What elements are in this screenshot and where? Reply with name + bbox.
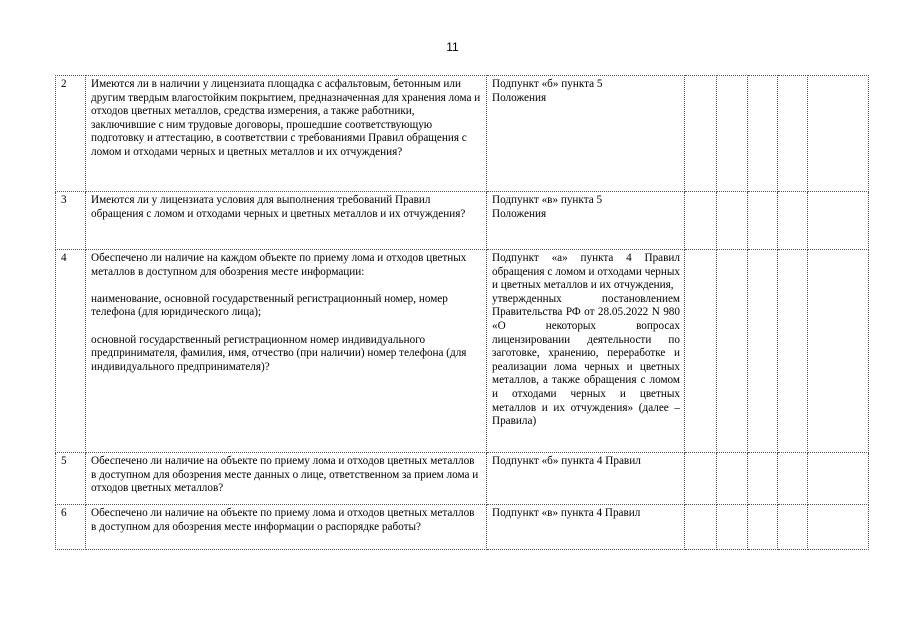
answer-cell[interactable] (717, 192, 748, 250)
reference-cell (487, 76, 685, 192)
table-row (56, 453, 869, 505)
question-text: наименование, основной государственный регистрационный номер, номер телефона (для юридического лица); (91, 292, 448, 319)
row-number: 3 (56, 192, 86, 250)
question-text: Имеются ли у лицензиата условия для выполнения требований Правил обращения с ломом и отходами черных и цветных металлов и их отчуждения? (91, 194, 466, 220)
question-cell (86, 453, 487, 505)
note-cell[interactable] (808, 505, 869, 550)
answer-cell[interactable] (748, 250, 778, 453)
row-number: 6 (56, 505, 86, 550)
answer-cell[interactable] (717, 505, 748, 550)
page-number: 11 (446, 40, 459, 54)
reference-text: утвержденных постановлением Правительства РФ от 28.05.2022 N 980 «О некоторых вопросах лицензировании деятельности по заготовке, хранению, переработке и реализации лома черных и цветных металлов, а также обращения с ломом и отходами черных и цветных металлов и их отчуждения» (далее –Правила) (492, 292, 680, 428)
reference-text: Подпункт «б» пункта 4 Правил (492, 455, 641, 467)
answer-cell[interactable] (778, 76, 808, 192)
answer-cell[interactable] (685, 76, 717, 192)
question-text: Обеспечено ли наличие на объекте по приему лома и отходов цветных металлов в доступном для обозрения месте данных о лице, ответственном за прием лома и отходов цветных металлов? (91, 455, 479, 495)
answer-cell[interactable] (778, 505, 808, 550)
question-cell (86, 192, 487, 250)
answer-cell[interactable] (685, 505, 717, 550)
table-row (56, 76, 869, 192)
reference-cell (487, 453, 685, 505)
answer-cell[interactable] (778, 453, 808, 505)
question-cell (86, 250, 487, 453)
checklist-table (55, 75, 869, 550)
question-cell (86, 76, 487, 192)
row-number: 5 (56, 453, 86, 505)
reference-cell (487, 250, 685, 453)
table-row (56, 505, 869, 550)
reference-text: Подпункт «а» пункта 4 Правил обращения с ломом и отходами черных и цветных металлов и их отчуждения, (492, 252, 680, 292)
question-text: Имеются ли в наличии у лицензиата площадка с асфальтовым, бетонным или другим твердым влагостойким покрытием, предназначенная для хранения лома и отходов цветных металлов, средства измерения, а также работники, заключившие с ним трудовые договоры, прошедшие соответствующую подготовку и аттестацию, в соответствии с требованиями Правил обращения с ломом и отходами черных и цветных металлов и их отчуждения? (91, 78, 481, 158)
reference-text: Подпункт «в» пункта 5 (492, 194, 603, 206)
answer-cell[interactable] (748, 505, 778, 550)
note-cell[interactable] (808, 250, 869, 453)
question-text: Обеспечено ли наличие на каждом объекте по приему лома и отходов цветных металлов в доступном для обозрения месте информации: (91, 252, 467, 278)
row-number: 2 (56, 76, 86, 192)
answer-cell[interactable] (778, 250, 808, 453)
question-text: Обеспечено ли наличие на объекте по приему лома и отходов цветных металлов в доступном для обозрения месте информации о распорядке работы? (91, 507, 475, 533)
answer-cell[interactable] (748, 453, 778, 505)
table-row (56, 250, 869, 453)
answer-cell[interactable] (778, 192, 808, 250)
reference-text: Положения (492, 207, 547, 220)
table-row (56, 192, 869, 250)
answer-cell[interactable] (748, 76, 778, 192)
note-cell[interactable] (808, 76, 869, 192)
answer-cell[interactable] (717, 76, 748, 192)
question-text: основной государственный регистрационном номер индивидуального предпринимателя, фамилия, имя, отчество (при наличии) номер телефона (для индивидуального предпринимателя)? (91, 333, 467, 373)
reference-cell (487, 192, 685, 250)
answer-cell[interactable] (685, 192, 717, 250)
reference-text: Положения (492, 91, 547, 104)
reference-text: Подпункт «в» пункта 4 Правил (492, 507, 641, 519)
note-cell[interactable] (808, 453, 869, 505)
question-cell (86, 505, 487, 550)
reference-text: Подпункт «б» пункта 5 (492, 78, 603, 90)
row-number: 4 (56, 250, 86, 453)
answer-cell[interactable] (685, 250, 717, 453)
answer-cell[interactable] (748, 192, 778, 250)
answer-cell[interactable] (685, 453, 717, 505)
answer-cell[interactable] (717, 453, 748, 505)
reference-cell (487, 505, 685, 550)
answer-cell[interactable] (717, 250, 748, 453)
note-cell[interactable] (808, 192, 869, 250)
